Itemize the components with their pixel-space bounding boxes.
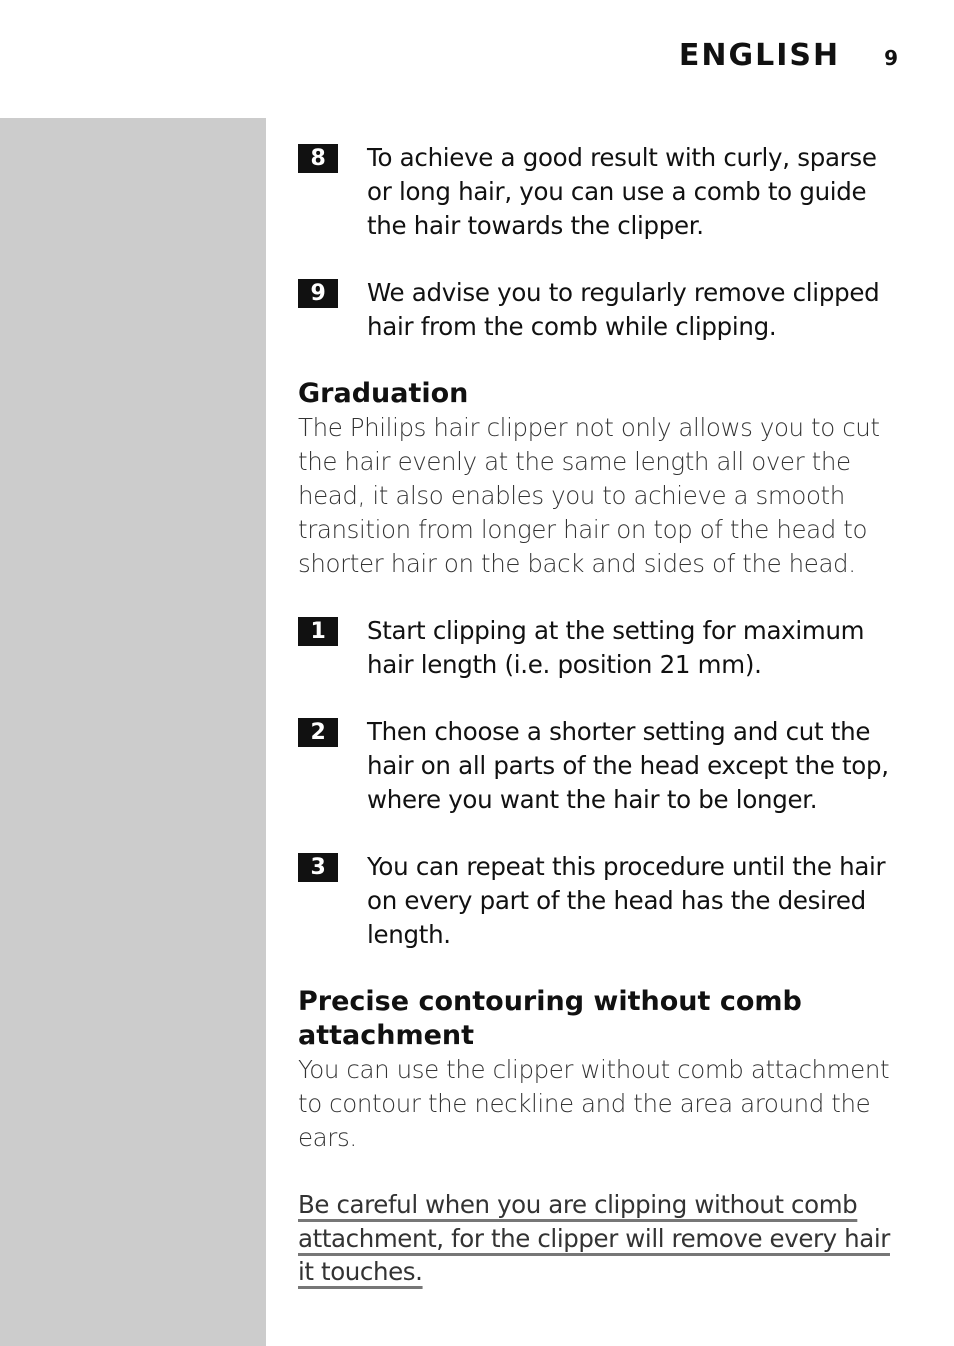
language-label: ENGLISH (678, 38, 841, 73)
step-number-badge: 8 (298, 144, 338, 173)
graduation-heading: Graduation (298, 378, 469, 409)
graduation-step-3 (298, 850, 902, 952)
step-number-badge: 9 (298, 279, 338, 308)
step-9 (298, 276, 902, 344)
warning-text: Be careful when you are clipping without comb attachment, for the clipper will remove every hair it touches. (298, 1190, 890, 1286)
contouring-intro: You can use the clipper without comb attachment to contour the neckline and the area around the ears. (298, 1055, 890, 1152)
step-number-badge: 3 (298, 853, 338, 882)
step-text: Start clipping at the setting for maximum hair length (i.e. position 21 mm). (367, 616, 865, 679)
page-number: 9 (884, 46, 898, 70)
step-text: We advise you to regularly remove clipped hair from the comb while clipping. (367, 278, 880, 341)
graduation-step-1 (298, 614, 902, 682)
step-number-badge: 2 (298, 718, 338, 747)
graduation-step-2 (298, 715, 902, 817)
contouring-warning (298, 1188, 902, 1289)
main-content (298, 141, 902, 1289)
graduation-intro: The Philips hair clipper not only allows you to cut the hair evenly at the same length all over the head, it also enables you to achieve a smooth transition from longer hair on top of the head to shorter hair on the back and sides of the head. (298, 413, 880, 578)
sidebar-panel (0, 118, 266, 1346)
step-number-badge: 1 (298, 617, 338, 646)
page-header (679, 38, 898, 73)
step-text: To achieve a good result with curly, sparse or long hair, you can use a comb to guide the hair towards the clipper. (367, 143, 877, 240)
step-text: Then choose a shorter setting and cut the hair on all parts of the head except the top, where you want the hair to be longer. (367, 717, 889, 814)
step-8 (298, 141, 902, 243)
contouring-heading: Precise contouring without comb attachment (298, 986, 802, 1051)
step-text: You can repeat this procedure until the hair on every part of the head has the desired length. (367, 852, 886, 949)
